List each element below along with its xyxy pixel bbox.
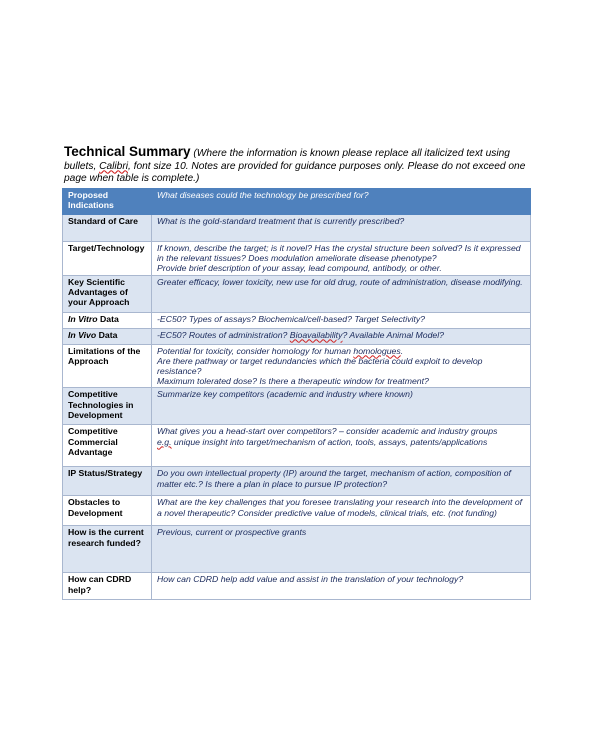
row-content: Previous, current or prospective grants [152, 526, 531, 573]
row-content: -EC50? Types of assays? Biochemical/cell-based? Target Selectivity? [152, 312, 531, 328]
row-label: Competitive Technologies in Development [63, 388, 152, 425]
row-label: Standard of Care [63, 215, 152, 242]
row-content [152, 344, 531, 388]
content-part: . [400, 345, 404, 356]
row-content: What diseases could the technology be prescribed for? [152, 189, 531, 215]
content-part: -EC50? Routes of administration? [157, 329, 290, 340]
table-row [63, 215, 531, 242]
row-content: What are the key challenges that you foresee translating your research into the development of a novel therapeutic? Consider predictive value of models, clinical trials, etc. (not funding) [152, 496, 531, 526]
row-label: Key Scientific Advantages of your Approach [63, 275, 152, 312]
table-row [63, 425, 531, 467]
table-row [63, 573, 531, 600]
table-row [63, 189, 531, 215]
row-label: Limitations of the Approach [63, 344, 152, 388]
technical-summary-table [62, 188, 531, 600]
content-line [157, 346, 527, 356]
content-line: Maximum tolerated dose? Is there a therapeutic window for treatment? [157, 376, 429, 387]
content-line: Are there pathway or target redundancies which the bacteria could exploit to develop resistance? [157, 355, 483, 377]
label-rest: Data [97, 313, 119, 324]
table-row [63, 328, 531, 344]
row-content: What is the gold-standard treatment that is currently prescribed? [152, 215, 531, 242]
content-part: Potential for toxicity, consider homology for human [157, 345, 354, 356]
table-row [63, 275, 531, 312]
row-content: How can CDRD help add value and assist in the translation of your technology? [152, 573, 531, 600]
row-label [63, 312, 152, 328]
row-content [152, 425, 531, 467]
content-line: Provide brief description of your assay, lead compound, antibody, or other. [157, 263, 442, 274]
summary-header [64, 146, 534, 186]
content-part-underlined: e.g. [157, 436, 172, 447]
row-label: Target/Technology [63, 242, 152, 276]
header-note-font: Calibri [99, 160, 128, 172]
content-line: If known, describe the target; is it novel? Has the crystal structure been solved? Is it expressed in the relevant tissues? Does modulation ameliorate disease phenotype? [157, 243, 521, 264]
content-part: ? Available Animal Model? [342, 329, 445, 340]
table-row [63, 526, 531, 573]
content-part-underlined: homologues [353, 345, 401, 356]
row-label [63, 328, 152, 344]
content-part: What gives you a head-start over competitors? – consider academic and industry groups [157, 426, 498, 437]
content-part-underlined: Bioavailability [289, 329, 343, 340]
header-note-part2: , font size 10. Notes are provided for guidance purposes only. Please do not exceed one page when table is complete.) [64, 160, 526, 184]
table-row [63, 344, 531, 388]
label-em: In Vitro [68, 313, 98, 324]
content-part: unique insight into target/mechanism of action, tools, assays, patents/applications [171, 436, 488, 447]
page-title: Technical Summary [64, 144, 191, 159]
table-row [63, 242, 531, 276]
table-row [63, 467, 531, 496]
label-rest: Data [96, 329, 118, 340]
row-content [152, 242, 531, 276]
row-label: IP Status/Strategy [63, 467, 152, 496]
row-label: How is the current research funded? [63, 526, 152, 573]
table-row [63, 388, 531, 425]
row-content: Summarize key competitors (academic and industry where known) [152, 388, 531, 425]
row-label: Proposed Indications [63, 189, 152, 215]
row-content: Greater efficacy, lower toxicity, new use for old drug, route of administration, disease modifying. [152, 275, 531, 312]
table-row [63, 496, 531, 526]
row-content: Do you own intellectual property (IP) around the target, mechanism of action, composition of matter etc.? Is there a plan in place to pursue IP protection? [152, 467, 531, 496]
row-content [152, 328, 531, 344]
label-em: In Vivo [68, 329, 97, 340]
row-label: Obstacles to Development [63, 496, 152, 526]
table-row [63, 312, 531, 328]
row-label: Competitive Commercial Advantage [63, 425, 152, 467]
row-label: How can CDRD help? [63, 573, 152, 600]
header-note-part1: (Where the information is known please replace all italicized text using bullets, [64, 148, 510, 172]
